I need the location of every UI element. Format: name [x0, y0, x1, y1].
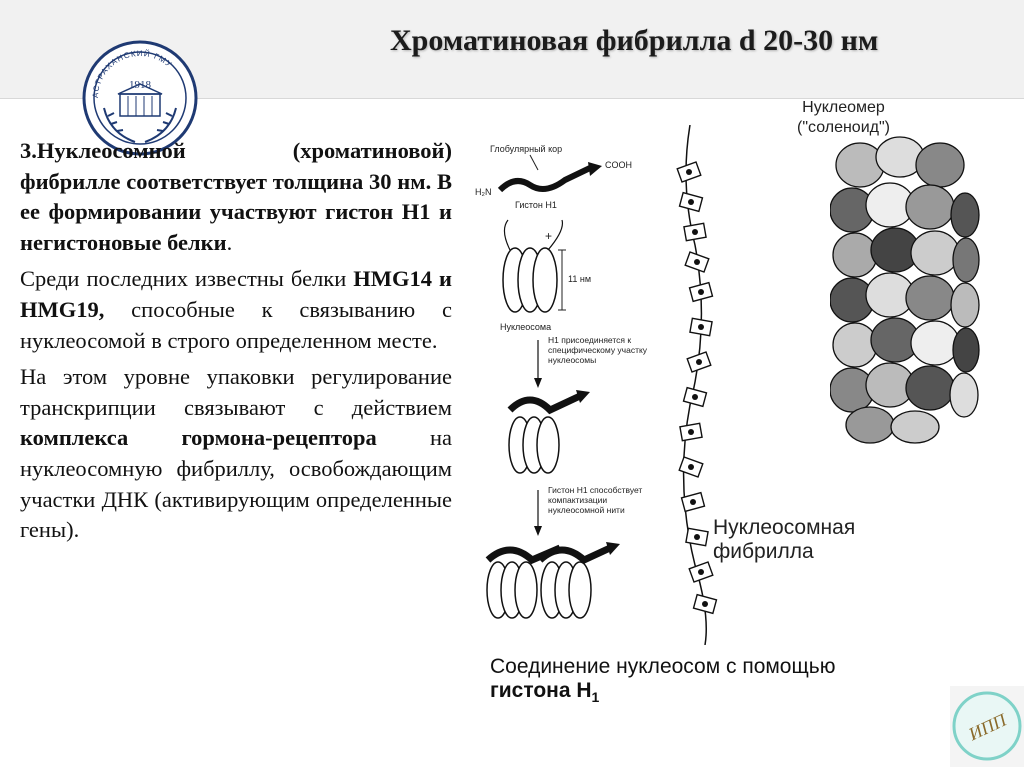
slide-title: Хроматиновая фибрилла d 20-30 нм: [390, 24, 879, 57]
figure-caption: [490, 655, 835, 709]
nucleosome-fibril-chain: [665, 125, 735, 645]
nucleosome-2: [509, 390, 590, 473]
label-step-1: Н1 присоединяется к специфическому участку нуклеосомы: [548, 335, 648, 365]
paragraph-3: На этом уровне упаковки регулирование транскрипции связывают с действием комплекса гормона-рецептора на нуклеосомную фибриллу, освобождающим участки ДНК (активирующим определенные гены).: [20, 364, 452, 543]
solenoid-diagram: [830, 135, 980, 445]
label-h2n: H₂N: [475, 187, 492, 197]
label-11nm: 11 нм: [568, 274, 592, 284]
corner-logo-text: ИПП: [965, 709, 1010, 745]
paragraph-2: Среди последних известны белки HMG14 и HMG19, способные к связыванию с нуклеосомой в строго определенном месте.: [20, 266, 452, 353]
nucleosome-1: [503, 220, 562, 312]
logo-year: 1918: [129, 79, 151, 91]
nucleosome-pair: [487, 542, 620, 618]
caption-line-2: гистона $Н_1$: [490, 679, 600, 706]
label-plus: +: [545, 229, 553, 243]
histone-h1-diagram: [470, 120, 680, 640]
label-nucleosome-fibril: Нуклеосомная фибрилла: [713, 516, 856, 563]
body-text: [20, 136, 452, 552]
label-h1: Гистон Н1: [515, 200, 557, 210]
label-step-2: Гистон Н1 способствует компактизации нуклеосомной нити: [548, 485, 643, 515]
label-nucleomer: Нуклеомер ("соленоид"): [797, 99, 890, 136]
paragraph-1: 3.Нуклеосомной (хроматиновой) фибрилле соответствует толщина 30 нм. В ее формировании участвуют гистон H1 и негистоновые белки.: [20, 138, 452, 255]
logo-ring-text: АСТРАХАНСКИЙ ГМУ: [90, 48, 174, 99]
caption-line-1: Соединение нуклеосом с помощью: [490, 655, 836, 678]
corner-logo: [950, 686, 1024, 767]
label-nucleosome: Нуклеосома: [500, 322, 552, 332]
label-cooh: COOH: [605, 160, 632, 170]
label-globular-core: Глобулярный кор: [490, 144, 563, 154]
